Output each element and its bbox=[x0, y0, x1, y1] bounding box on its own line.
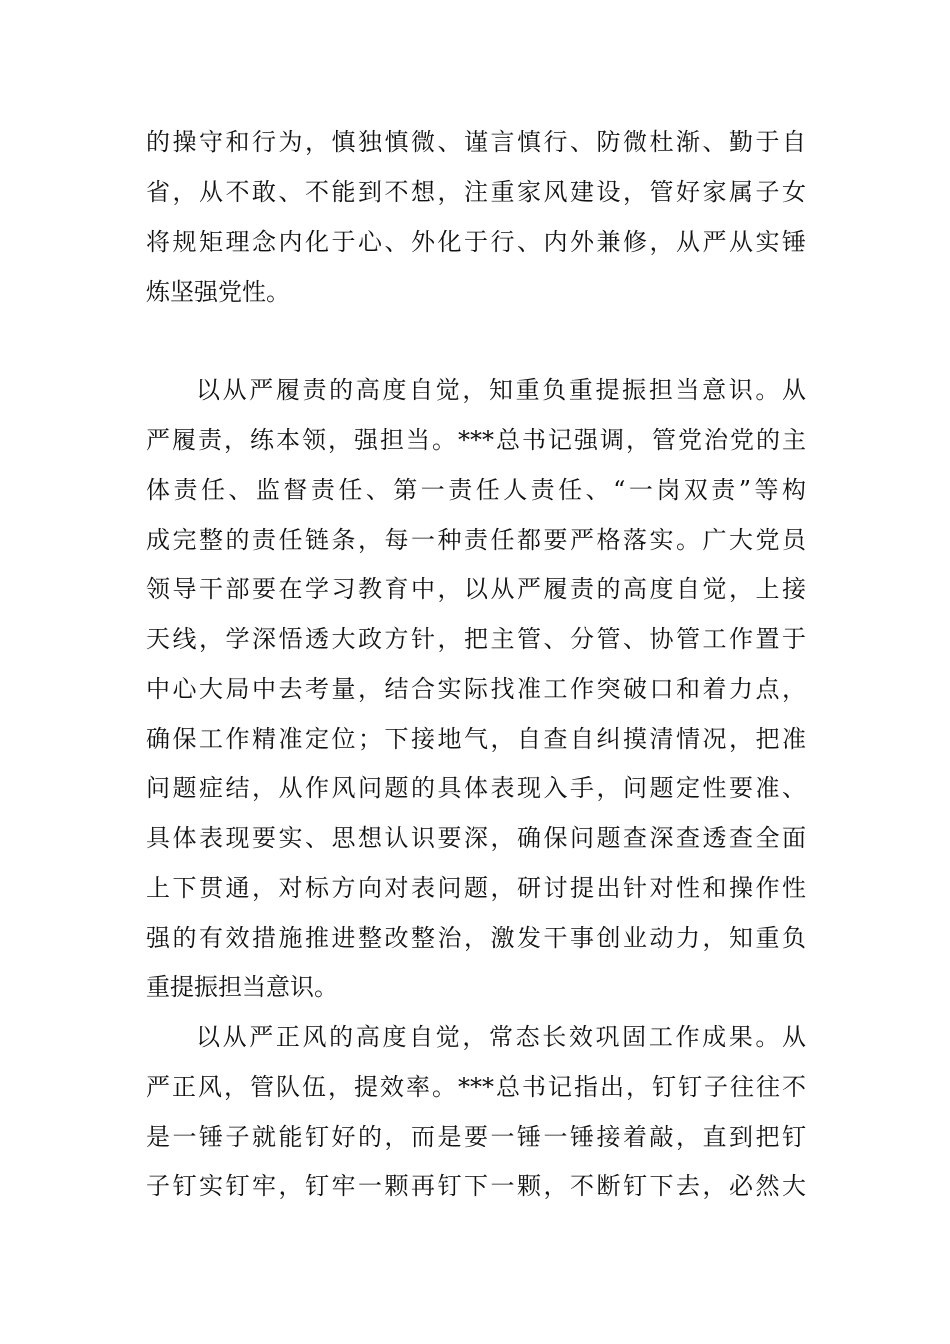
paragraph-line: 严正风，管队伍，提效率。***总书记指出，钉钉子往往不 bbox=[146, 1073, 806, 1101]
paragraph-line: 以从严正风的高度自觉，常态长效巩固工作成果。从 bbox=[196, 1023, 806, 1051]
paragraph-line: 省，从不敢、不能到不想，注重家风建设，管好家属子女 bbox=[146, 178, 806, 206]
paragraph-line: 具体表现要实、思想认识要深，确保问题查深查透查全面 bbox=[146, 824, 806, 852]
paragraph-line: 体责任、监督责任、第一责任人责任、“一岗双责”等构 bbox=[146, 476, 806, 504]
paragraph-line: 将规矩理念内化于心、外化于行、内外兼修，从严从实锤 bbox=[146, 228, 806, 256]
paragraph-line: 领导干部要在学习教育中，以从严履责的高度自觉，上接 bbox=[146, 575, 806, 603]
paragraph-line: 天线，学深悟透大政方针，把主管、分管、协管工作置于 bbox=[146, 625, 806, 653]
paragraph-line: 问题症结，从作风问题的具体表现入手，问题定性要准、 bbox=[146, 774, 806, 802]
paragraph-line: 确保工作精准定位；下接地气，自查自纠摸清情况，把准 bbox=[146, 725, 806, 753]
paragraph-line: 强的有效措施推进整改整治，激发干事创业动力，知重负 bbox=[146, 924, 806, 952]
paragraph-line: 上下贯通，对标方向对表问题，研讨提出针对性和操作性 bbox=[146, 874, 806, 902]
paragraph-line: 的操守和行为，慎独慎微、谨言慎行、防微杜渐、勤于自 bbox=[146, 128, 806, 156]
paragraph-line: 是一锤子就能钉好的，而是要一锤一锤接着敲，直到把钉 bbox=[146, 1123, 806, 1151]
paragraph-line: 中心大局中去考量，结合实际找准工作突破口和着力点， bbox=[146, 675, 806, 703]
paragraph-line: 炼坚强党性。 bbox=[146, 278, 290, 306]
paragraph-line: 子钉实钉牢，钉牢一颗再钉下一颗，不断钉下去，必然大 bbox=[146, 1172, 806, 1200]
paragraph-line: 成完整的责任链条，每一种责任都要严格落实。广大党员 bbox=[146, 526, 806, 554]
paragraph-line: 重提振担当意识。 bbox=[146, 973, 338, 1001]
paragraph-line: 严履责，练本领，强担当。***总书记强调，管党治党的主 bbox=[146, 426, 806, 454]
paragraph-line: 以从严履责的高度自觉，知重负重提振担当意识。从 bbox=[196, 376, 806, 404]
